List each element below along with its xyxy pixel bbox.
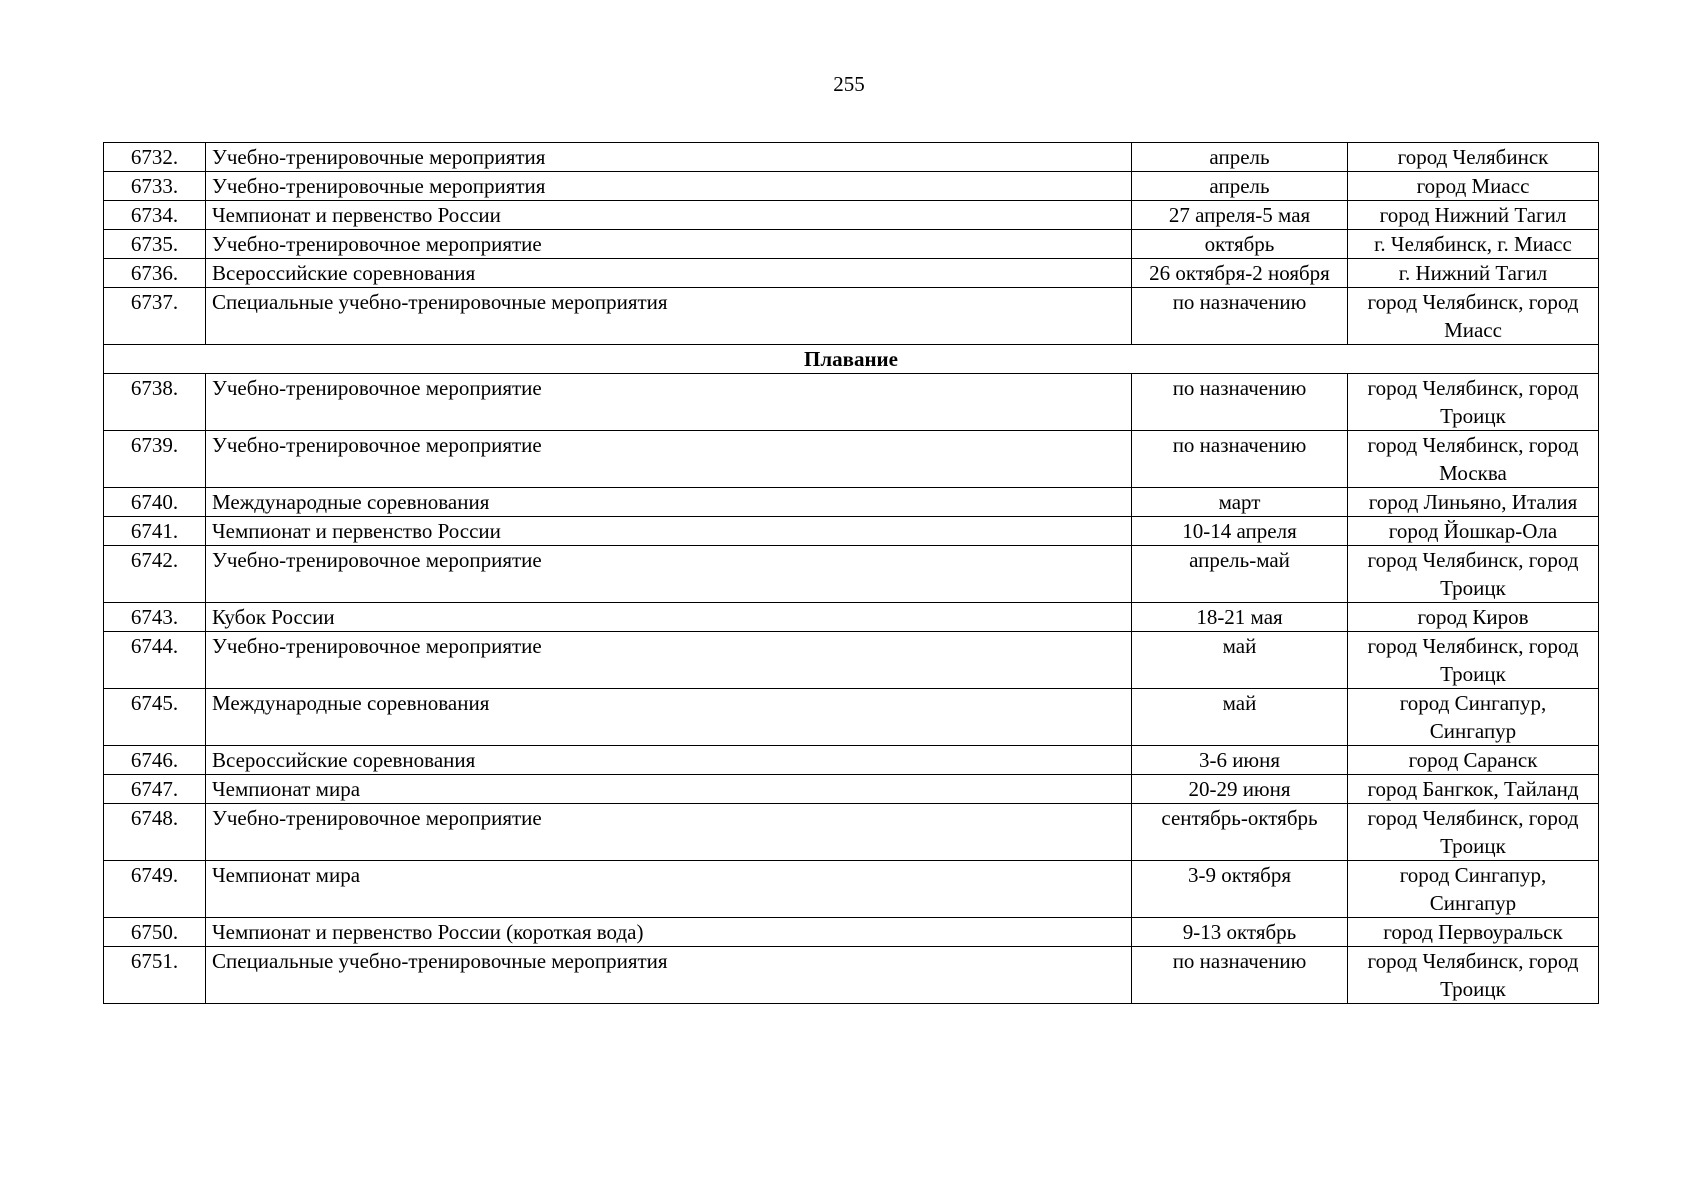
event-date: апрель	[1132, 143, 1348, 172]
event-place: город Сингапур, Сингапур	[1348, 861, 1599, 918]
event-number: 6743.	[104, 603, 206, 632]
event-name: Чемпионат и первенство России	[206, 201, 1132, 230]
event-name: Международные соревнования	[206, 689, 1132, 746]
event-place: город Йошкар-Ола	[1348, 517, 1599, 546]
event-place: город Киров	[1348, 603, 1599, 632]
section-title: Плавание	[104, 345, 1599, 374]
event-place: город Челябинск, город Троицк	[1348, 632, 1599, 689]
event-place: город Челябинск, город Троицк	[1348, 947, 1599, 1004]
event-number: 6733.	[104, 172, 206, 201]
table-row	[104, 374, 1599, 431]
table-row	[104, 201, 1599, 230]
event-date: апрель-май	[1132, 546, 1348, 603]
table-row	[104, 288, 1599, 345]
table-row	[104, 488, 1599, 517]
event-date: по назначению	[1132, 947, 1348, 1004]
table-row	[104, 546, 1599, 603]
events-table	[103, 142, 1599, 1004]
event-number: 6749.	[104, 861, 206, 918]
table-row	[104, 632, 1599, 689]
table-row	[104, 172, 1599, 201]
event-place: город Челябинск, город Миасс	[1348, 288, 1599, 345]
event-place: город Челябинск	[1348, 143, 1599, 172]
event-number: 6732.	[104, 143, 206, 172]
event-name: Международные соревнования	[206, 488, 1132, 517]
event-name: Кубок России	[206, 603, 1132, 632]
event-place: город Челябинск, город Троицк	[1348, 546, 1599, 603]
event-name: Учебно-тренировочные мероприятия	[206, 143, 1132, 172]
event-date: март	[1132, 488, 1348, 517]
table-row	[104, 431, 1599, 488]
event-date: сентябрь-октябрь	[1132, 804, 1348, 861]
event-number: 6734.	[104, 201, 206, 230]
event-place: город Миасс	[1348, 172, 1599, 201]
event-date: 27 апреля-5 мая	[1132, 201, 1348, 230]
event-date: 20-29 июня	[1132, 775, 1348, 804]
event-number: 6748.	[104, 804, 206, 861]
table-row	[104, 746, 1599, 775]
event-date: по назначению	[1132, 431, 1348, 488]
event-name: Всероссийские соревнования	[206, 746, 1132, 775]
event-number: 6742.	[104, 546, 206, 603]
event-number: 6745.	[104, 689, 206, 746]
event-date: 3-6 июня	[1132, 746, 1348, 775]
event-number: 6751.	[104, 947, 206, 1004]
event-date: май	[1132, 632, 1348, 689]
table-row	[104, 918, 1599, 947]
event-date: 10-14 апреля	[1132, 517, 1348, 546]
event-date: 9-13 октябрь	[1132, 918, 1348, 947]
event-number: 6746.	[104, 746, 206, 775]
event-place: город Челябинск, город Троицк	[1348, 804, 1599, 861]
event-date: по назначению	[1132, 288, 1348, 345]
event-name: Чемпионат и первенство России	[206, 517, 1132, 546]
event-date: 18-21 мая	[1132, 603, 1348, 632]
event-name: Учебно-тренировочное мероприятие	[206, 804, 1132, 861]
event-name: Учебно-тренировочное мероприятие	[206, 546, 1132, 603]
event-name: Чемпионат мира	[206, 775, 1132, 804]
table-row	[104, 804, 1599, 861]
event-date: октябрь	[1132, 230, 1348, 259]
event-place: г. Челябинск, г. Миасс	[1348, 230, 1599, 259]
event-number: 6738.	[104, 374, 206, 431]
event-place: город Сингапур, Сингапур	[1348, 689, 1599, 746]
table-row	[104, 775, 1599, 804]
event-number: 6737.	[104, 288, 206, 345]
event-number: 6735.	[104, 230, 206, 259]
table-row	[104, 861, 1599, 918]
table-row	[104, 230, 1599, 259]
event-number: 6744.	[104, 632, 206, 689]
events-table-body	[104, 143, 1599, 1004]
event-name: Всероссийские соревнования	[206, 259, 1132, 288]
table-row	[104, 143, 1599, 172]
event-name: Специальные учебно-тренировочные мероприятия	[206, 947, 1132, 1004]
event-date: апрель	[1132, 172, 1348, 201]
event-place: город Челябинск, город Троицк	[1348, 374, 1599, 431]
event-number: 6740.	[104, 488, 206, 517]
table-row	[104, 259, 1599, 288]
table-row	[104, 947, 1599, 1004]
table-row	[104, 517, 1599, 546]
event-date: май	[1132, 689, 1348, 746]
event-name: Учебно-тренировочное мероприятие	[206, 230, 1132, 259]
event-date: 3-9 октября	[1132, 861, 1348, 918]
event-name: Учебно-тренировочные мероприятия	[206, 172, 1132, 201]
table-row	[104, 689, 1599, 746]
event-number: 6739.	[104, 431, 206, 488]
event-number: 6741.	[104, 517, 206, 546]
event-name: Учебно-тренировочное мероприятие	[206, 431, 1132, 488]
event-place: город Бангкок, Тайланд	[1348, 775, 1599, 804]
event-place: город Первоуральск	[1348, 918, 1599, 947]
section-row	[104, 345, 1599, 374]
event-date: по назначению	[1132, 374, 1348, 431]
event-place: город Саранск	[1348, 746, 1599, 775]
event-place: г. Нижний Тагил	[1348, 259, 1599, 288]
event-number: 6750.	[104, 918, 206, 947]
event-date: 26 октября-2 ноября	[1132, 259, 1348, 288]
event-name: Чемпионат мира	[206, 861, 1132, 918]
event-place: город Челябинск, город Москва	[1348, 431, 1599, 488]
page-number: 255	[833, 72, 865, 96]
event-place: город Линьяно, Италия	[1348, 488, 1599, 517]
event-place: город Нижний Тагил	[1348, 201, 1599, 230]
event-name: Учебно-тренировочное мероприятие	[206, 374, 1132, 431]
event-name: Чемпионат и первенство России (короткая вода)	[206, 918, 1132, 947]
event-name: Специальные учебно-тренировочные мероприятия	[206, 288, 1132, 345]
table-row	[104, 603, 1599, 632]
event-name: Учебно-тренировочное мероприятие	[206, 632, 1132, 689]
event-number: 6747.	[104, 775, 206, 804]
event-number: 6736.	[104, 259, 206, 288]
